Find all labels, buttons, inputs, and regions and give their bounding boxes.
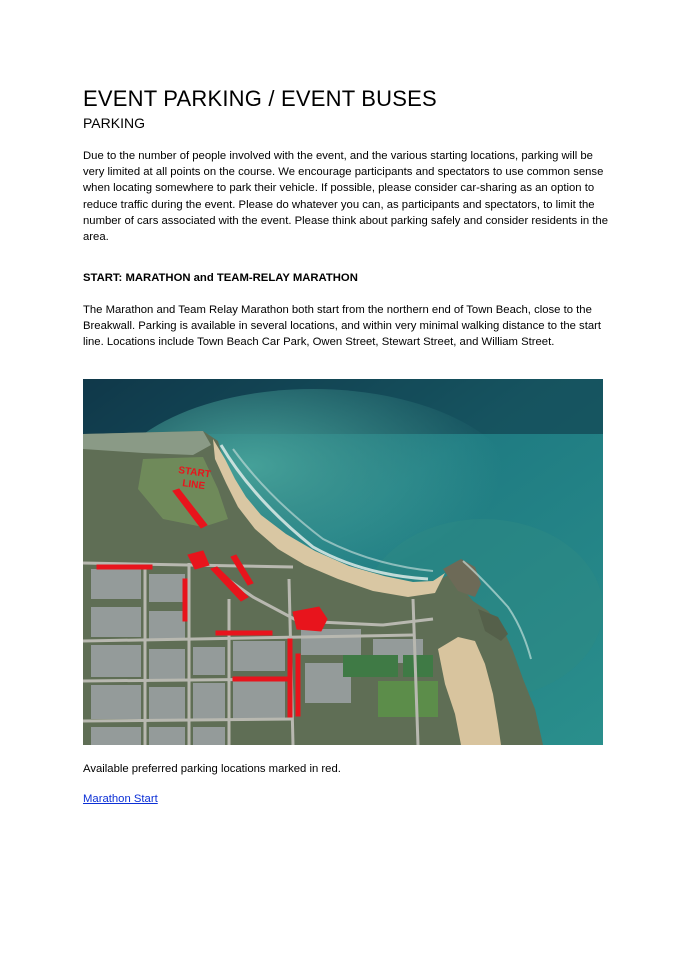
page-subtitle: PARKING <box>83 115 145 131</box>
parking-south-street <box>296 654 300 716</box>
page-title: EVENT PARKING / EVENT BUSES <box>83 86 437 111</box>
aerial-map <box>83 379 603 745</box>
start-line-label-line2: LINE <box>181 478 206 493</box>
parking-town-beach-car-park <box>293 607 327 631</box>
start-line-label-line1: START <box>177 465 212 481</box>
section-paragraph: The Marathon and Team Relay Marathon both start from the northern end of Town Beach, close to the Breakwall. Parking is available in several locations, and within very minimal walking distance to the start line. Locations include Town Beach Car Park, Owen Street, Stewart Street, and William Street. <box>83 304 602 349</box>
section-heading: START: MARATHON and TEAM-RELAY MARATHON <box>83 272 358 284</box>
marathon-start-link[interactable]: Marathon Start <box>83 793 158 805</box>
parking-william-street <box>216 631 272 635</box>
parking-west-road <box>97 565 152 569</box>
map-caption: Available preferred parking locations marked in red. <box>83 763 341 775</box>
parking-stewart-street <box>183 579 187 621</box>
parking-map-image <box>83 379 603 745</box>
intro-paragraph: Due to the number of people involved with the event, and the various starting locations, parking will be very limited at all points on the course. We encourage participants and spectators to use common sense when locating somewhere to park their vehicle. If possible, please consider car-sharing as an option to reduce traffic during the event. Please do whatever you can, as participants and spectators, to limit the number of cars associated with the event. Please think about parking safely and consider residents in the area. <box>83 150 608 244</box>
parking-lower-road <box>233 677 291 681</box>
